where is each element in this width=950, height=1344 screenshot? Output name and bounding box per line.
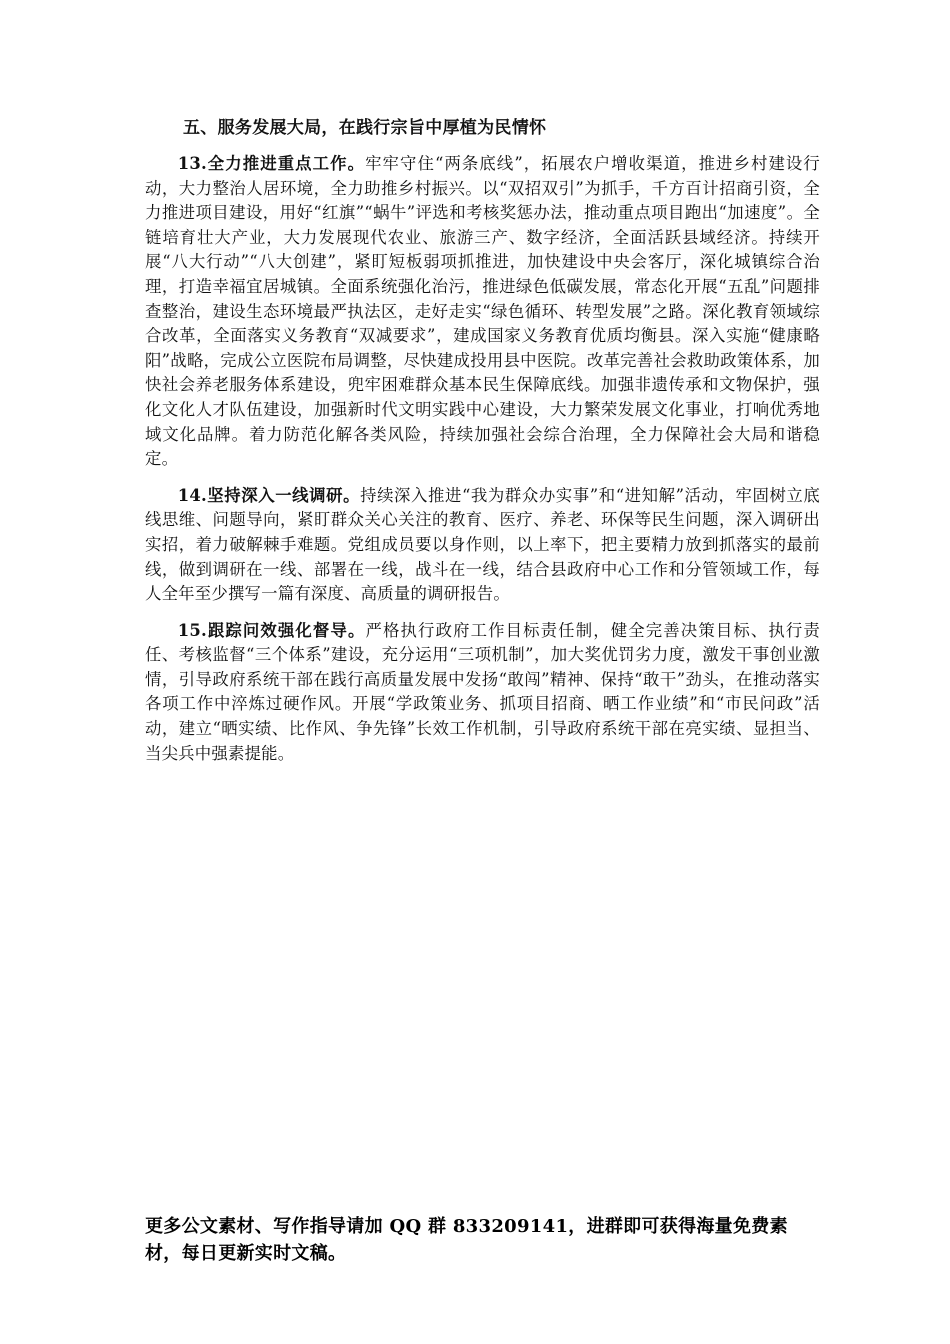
paragraph-13-body: 牢牢守住“两条底线”，拓展农户增收渠道，推进乡村建设行动，大力整治人居环境，全力助推乡村振兴。以“双招双引”为抓手，千方百计招商引资，全力推进项目建设，用好“红旗”“蜗牛”评选和考核奖惩办法，推动重点项目跑出“加速度”。全链培育壮大产业，大力发展现代农业、旅游三产、数字经济，全面活跃县域经济。持续开展“八大行动”“八大创建”，紧盯短板弱项抓推进，加快建设中央会客厅，深化城镇综合治理，打造幸福宜居城镇。全面系统强化治污，推进绿色低碳发展，常态化开展“五乱”问题排查整治，建设生态环境最严执法区，走好走实“绿色循环、转型发展”之路。深化教育领域综合改革，全面落实义务教育“双减要求”，建成国家义务教育优质均衡县。深入实施“健康略阳”战略，完成公立医院布局调整，尽快建成投用县中医院。改革完善社会救助政策体系，加快社会养老服务体系建设，兜牢困难群众基本民生保障底线。加强非遗传承和文物保护，强化文化人才队伍建设，加强新时代文明实践中心建设，大力繁荣发展文化事业，打响优秀地域文化品牌。着力防范化解各类风险，持续加强社会综合治理，全力保障社会大局和谐稳定。	[145, 154, 820, 469]
paragraph-13-lead: 13.全力推进重点工作。	[177, 154, 366, 173]
paragraph-15	[145, 619, 820, 767]
footer-promo-note: 更多公文素材、写作指导请加 QQ 群 833209141，进群即可获得海量免费素材，每日更新实时文稿。	[145, 1216, 788, 1264]
section-heading: 五、服务发展大局，在践行宗旨中厚植为民情怀	[183, 118, 547, 138]
paragraph-13	[145, 152, 820, 472]
paragraph-15-lead: 15.跟踪问效强化督导。	[177, 620, 366, 640]
paragraph-15-body: 严格执行政府工作目标责任制，健全完善决策目标、执行责任、考核监督“三个体系”建设，充分运用“三项机制”，加大奖优罚劣力度，激发干事创业激情，引导政府系统干部在践行高质量发展中发扬“敢闯”精神、保持“敢干”劲头，在推动落实各项工作中淬炼过硬作风。开展“学政策业务、抓项目招商、晒工作业绩”和“市民问政”活动，建立“晒实绩、比作风、争先锋”长效工作机制，引导政府系统干部在亮实绩、显担当、当尖兵中强素提能。	[145, 620, 821, 763]
paragraph-14	[145, 484, 820, 607]
paragraph-14-lead: 14.坚持深入一线调研。	[177, 485, 361, 505]
paragraph-14-body: 持续深入推进“我为群众办实事”和“进知解”活动，牢固树立底线思维、问题导向，紧盯群众关心关注的教育、医疗、养老、环保等民生问题，深入调研出实招，着力破解棘手难题。党组成员要以身作则，以上率下，把主要精力放到抓落实的最前线，做到调研在一线、部署在一线，战斗在一线，结合县政府中心工作和分管领域工作，每人全年至少撰写一篇有深度、高质量的调研报告。	[145, 485, 820, 604]
document-body	[145, 116, 820, 778]
